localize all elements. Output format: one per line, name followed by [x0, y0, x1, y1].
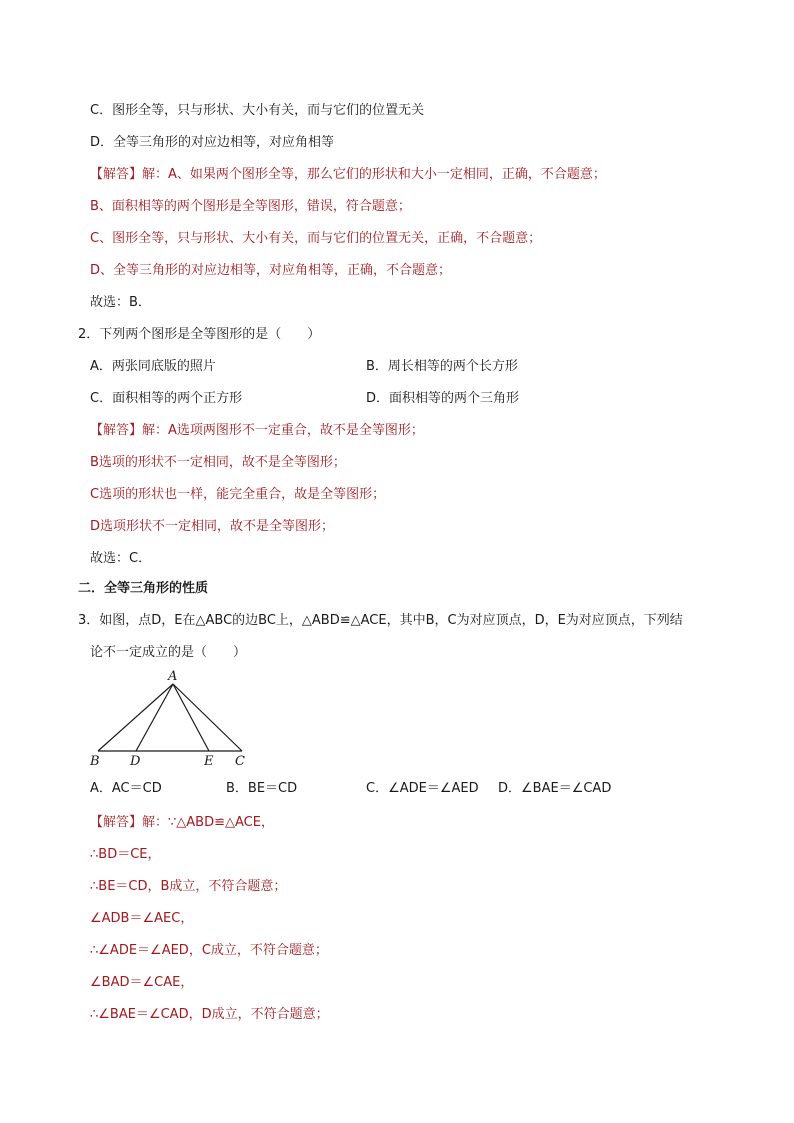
q3-option-a: A．AC＝CD: [90, 781, 162, 796]
side-ac: [173, 684, 242, 751]
q1-answer-line-3: C、图形全等，只与形状、大小有关，而与它们的位置无关，正确，不合题意；: [90, 231, 542, 246]
answer-text: 解：∵△ABD≌△ACE，: [142, 815, 274, 830]
section-heading: 二．全等三角形的性质: [78, 581, 209, 596]
q2-option-c: C．面积相等的两个正方形: [90, 391, 243, 406]
q3-answer-line-5: ∴∠ADE＝∠AED，C成立，不符合题意；: [90, 943, 328, 958]
answer-text: 解：A、如果两个图形全等，那么它们的形状和大小一定相同，正确，不合题意；: [142, 167, 606, 182]
q3-option-d: D．∠BAE＝∠CAD: [498, 781, 612, 796]
q2-choice: 故选：C．: [90, 551, 152, 566]
q3-answer-line-2: ∴BD＝CE，: [90, 847, 161, 862]
segment-ad: [136, 684, 173, 751]
answer-text: 解：A选项两图形不一定重合，故不是全等图形；: [142, 423, 424, 438]
q2-option-d: D．面积相等的两个三角形: [366, 391, 520, 406]
triangle-figure: [80, 664, 260, 774]
answer-tag: 【解答】: [90, 815, 143, 830]
q3-option-b: B．BE＝CD: [226, 781, 298, 796]
q1-choice: 故选：B．: [90, 295, 151, 310]
q3-option-c: C．∠ADE＝∠AED: [366, 781, 479, 796]
q1-answer-line-1: [90, 166, 606, 184]
q1-option-d: D．全等三角形的对应边相等，对应角相等: [90, 135, 335, 150]
q2-answer-line-1: [90, 422, 424, 440]
q2-answer-line-2: B选项的形状不一定相同，故不是全等图形；: [90, 455, 346, 470]
q3-stem-line-2: 论不一定成立的是（ ）: [90, 645, 247, 660]
answer-tag: 【解答】: [90, 167, 143, 182]
q2-answer-line-4: D选项形状不一定相同，故不是全等图形；: [90, 519, 335, 534]
q3-stem-line-1: 3．如图，点D，E在△ABC的边BC上，△ABD≌△ACE，其中B，C为对应顶点，D，E为对应顶点，下列结: [78, 613, 683, 628]
q3-answer-line-7: ∴∠BAE＝∠CAD，D成立，不符合题意；: [90, 1007, 329, 1022]
q3-answer-line-1: [90, 814, 274, 832]
q3-answer-line-6: ∠BAD＝∠CAE，: [90, 975, 194, 990]
side-ab: [98, 684, 173, 751]
q3-answer-line-3: ∴BE＝CD，B成立，不符合题意；: [90, 879, 287, 894]
answer-tag: 【解答】: [90, 423, 143, 438]
q2-answer-line-3: C选项的形状也一样，能完全重合，故是全等图形；: [90, 487, 386, 502]
q2-stem: 2．下列两个图形是全等图形的是（ ）: [78, 327, 321, 342]
label-c: C: [235, 754, 245, 769]
q3-answer-line-4: ∠ADB＝∠AEC，: [90, 911, 194, 926]
label-d: D: [130, 754, 141, 769]
q1-answer-line-4: D、全等三角形的对应边相等，对应角相等，正确，不合题意；: [90, 263, 452, 278]
q2-option-b: B．周长相等的两个长方形: [366, 359, 518, 374]
q2-option-a: A．两张同底版的照片: [90, 359, 216, 374]
label-e: E: [204, 754, 214, 769]
label-b: B: [90, 754, 100, 769]
label-a: A: [168, 669, 178, 684]
q1-option-c: C．图形全等，只与形状、大小有关，而与它们的位置无关: [90, 103, 425, 118]
q1-answer-line-2: B、面积相等的两个图形是全等图形，错误，符合题意；: [90, 199, 411, 214]
segment-ae: [173, 684, 209, 751]
